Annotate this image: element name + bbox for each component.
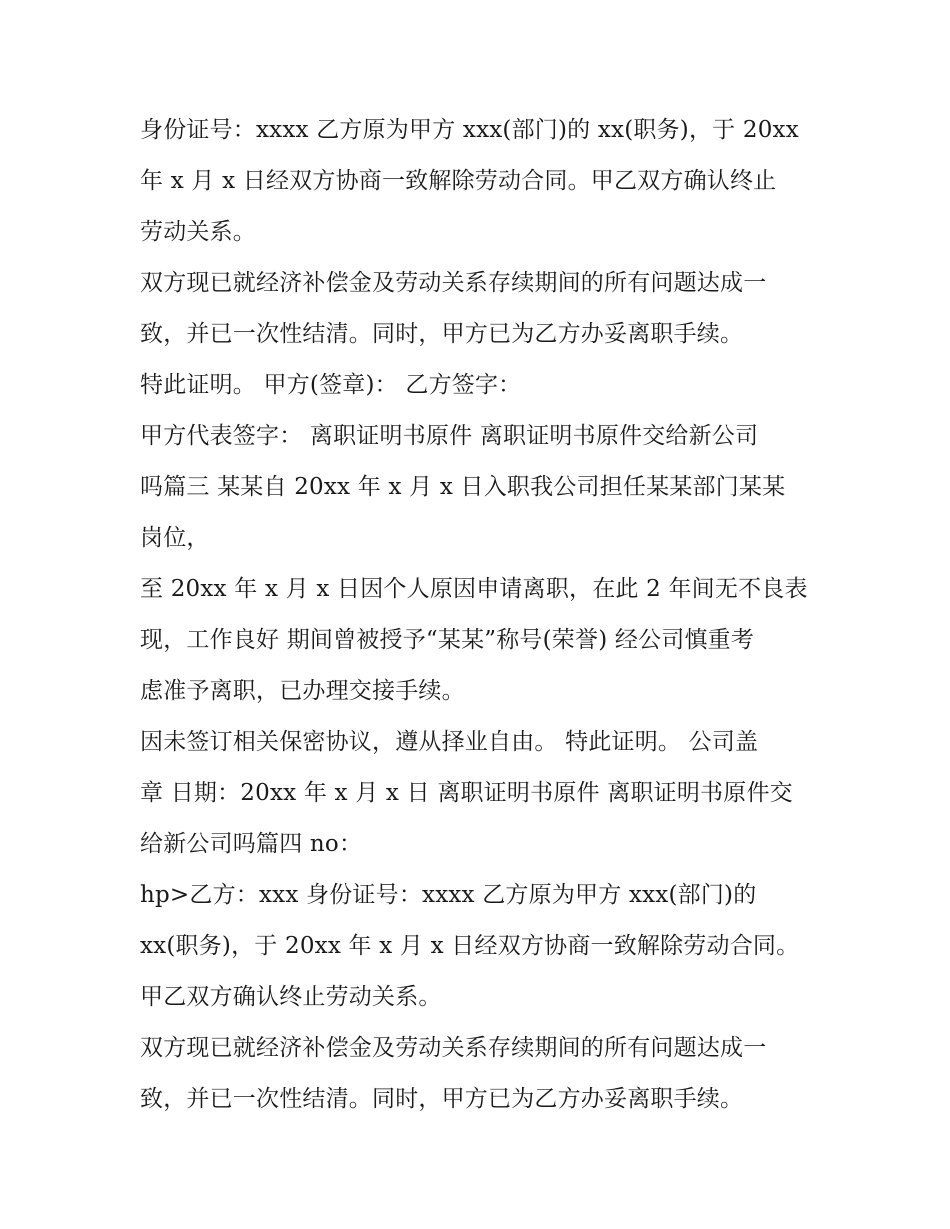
paragraph-6 <box>140 717 820 870</box>
paragraph-7 <box>140 870 820 1023</box>
text-line: xx(职务)，于 20xx 年 x 月 x 日经双方协商一致解除劳动合同。 <box>140 933 800 959</box>
text-line: hp>乙方：xxx 身份证号：xxxx 乙方原为甲方 xxx(部门)的 <box>140 882 757 908</box>
text-line: 劳动关系。 <box>140 219 256 245</box>
text-line: 致，并已一次性结清。同时，甲方已为乙方办妥离职手续。 <box>140 1086 744 1112</box>
text-line: 特此证明。 甲方(签章)： 乙方签字： <box>140 372 522 398</box>
text-line: 因未签订相关保密协议，遵从择业自由。 特此证明。 公司盖 <box>140 729 759 755</box>
text-line: 年 x 月 x 日经双方协商一致解除劳动合同。甲乙双方确认终止 <box>140 168 777 194</box>
text-line: 双方现已就经济补偿金及劳动关系存续期间的所有问题达成一 <box>140 1035 767 1061</box>
document-body <box>140 105 820 1125</box>
text-line: 岗位， <box>140 525 210 551</box>
text-line: 致，并已一次性结清。同时，甲方已为乙方办妥离职手续。 <box>140 321 744 347</box>
text-line: 章 日期：20xx 年 x 月 x 日 离职证明书原件 离职证明书原件交 <box>140 780 793 806</box>
paragraph-4 <box>140 411 820 564</box>
text-line: 身份证号：xxxx 乙方原为甲方 xxx(部门)的 xx(职务)，于 20xx <box>140 117 799 143</box>
paragraph-1 <box>140 105 820 258</box>
paragraph-2 <box>140 258 820 360</box>
text-line: 给新公司吗篇四 no： <box>140 831 363 857</box>
text-line: 甲乙双方确认终止劳动关系。 <box>140 984 442 1010</box>
text-line: 至 20xx 年 x 月 x 日因个人原因申请离职，在此 2 年间无不良表 <box>140 576 808 602</box>
text-line: 双方现已就经济补偿金及劳动关系存续期间的所有问题达成一 <box>140 270 767 296</box>
paragraph-8 <box>140 1023 820 1125</box>
text-line: 虑准予离职，已办理交接手续。 <box>140 678 465 704</box>
paragraph-5 <box>140 564 820 717</box>
text-line: 甲方代表签字： 离职证明书原件 离职证明书原件交给新公司 <box>140 423 759 449</box>
paragraph-3 <box>140 360 820 411</box>
text-line: 吗篇三 某某自 20xx 年 x 月 x 日入职我公司担任某某部门某某 <box>140 474 786 500</box>
text-line: 现，工作良好 期间曾被授予“某某”称号(荣誉) 经公司慎重考 <box>140 627 755 653</box>
